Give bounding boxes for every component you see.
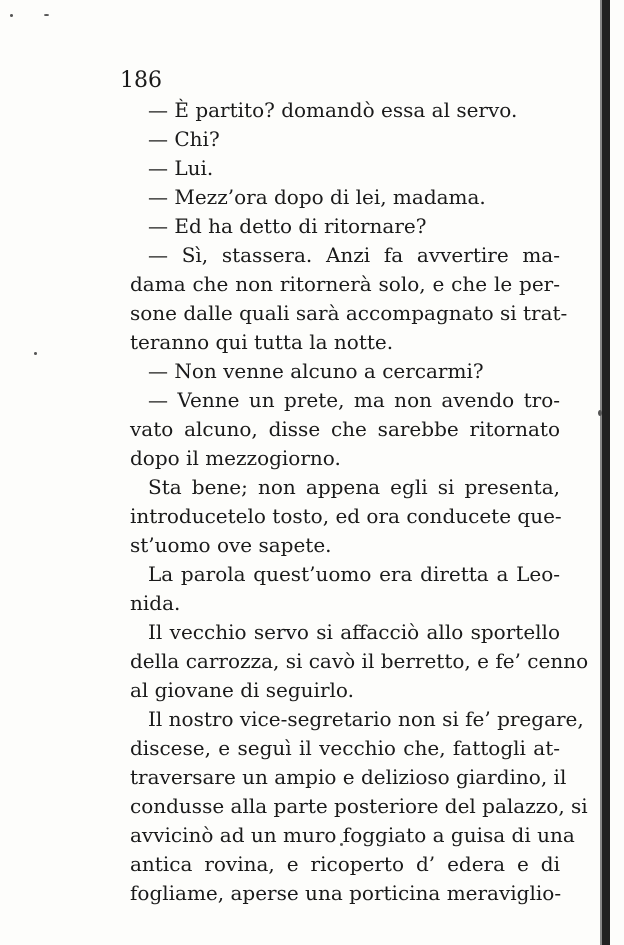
text-line: Sta bene; non appena egli si presenta, [148,475,560,499]
page-text [130,96,589,908]
text-line: dopo il mezzogiorno. [130,446,341,470]
speck [34,352,37,355]
speck [598,410,602,416]
text-line: nida. [130,591,181,615]
text-line: traversare un ampio e delizioso giardino, il [130,765,567,789]
text-line: sone dalle quali sarà accompagnato si trat- [130,301,568,325]
text-line: al giovane di seguirlo. [130,678,354,702]
text-line: La parola quest’uomo era diretta a Leo- [148,562,560,586]
text-line: fogliame, aperse una porticina meraviglio- [130,881,562,905]
text-line: vato alcuno, disse che sarebbe ritornato [130,417,560,441]
text-line: condusse alla parte posteriore del palazzo, si [130,794,588,818]
text-line: — Ed ha detto di ritornare? [148,214,427,238]
text-line: discese, e seguì il vecchio che, fattogli at- [130,736,560,760]
speck [44,14,49,16]
text-line: — È partito? domandò essa al servo. [148,98,518,122]
text-line: — Non venne alcuno a cercarmi? [148,359,484,383]
text-line: st’uomo ove sapete. [130,533,332,557]
text-line: — Venne un prete, ma non avendo tro- [148,388,560,412]
text-line: avvicinò ad un muro foggiato a guisa di una [130,823,575,847]
text-line: della carrozza, si cavò il berretto, e fe’ cenno [130,649,589,673]
text-line: Il vecchio servo si affacciò allo sportello [148,620,560,644]
speck [10,14,13,17]
text-line: — Mezz’ora dopo di lei, madama. [148,185,486,209]
text-line: Il nostro vice-segretario non si fe’ pregare, [148,707,584,731]
page-binding-edge [602,0,610,945]
text-line: introducetelo tosto, ed ora conducete que- [130,504,562,528]
page-edge-shadow [600,0,602,945]
page-number: 186 [120,68,162,93]
text-line: — Lui. [148,156,214,180]
text-line: teranno qui tutta la notte. [130,330,394,354]
text-line: antica rovina, e ricoperto d’ edera e di [130,852,560,876]
text-line: — Chi? [148,127,220,151]
text-line: dama che non ritornerà solo, e che le per- [130,272,560,296]
text-line: — Sì, stassera. Anzi fa avvertire ma- [148,243,560,267]
